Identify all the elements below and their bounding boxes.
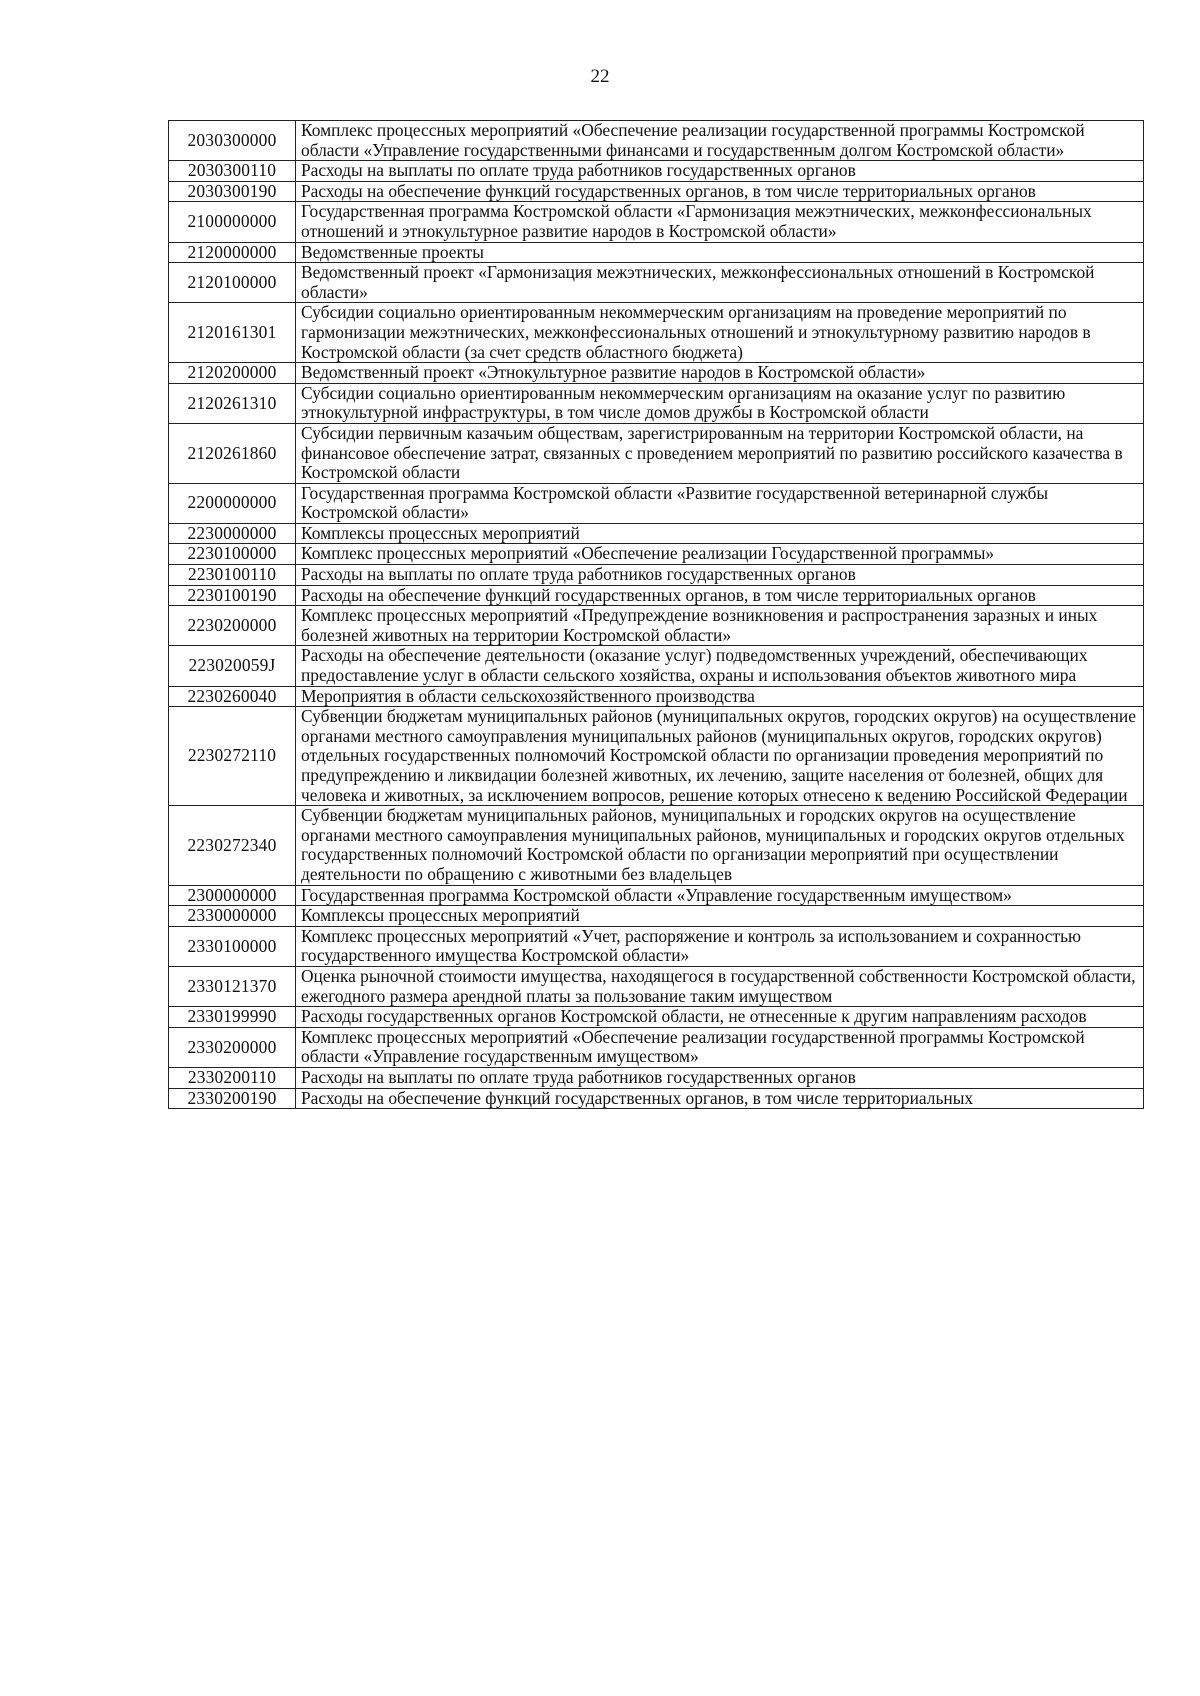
code-cell: 223020059J — [169, 646, 296, 686]
table-row — [169, 646, 1144, 686]
table-row — [169, 544, 1144, 565]
table-row — [169, 926, 1144, 966]
code-cell: 2120161301 — [169, 303, 296, 363]
table-row — [169, 303, 1144, 363]
table-row — [169, 606, 1144, 646]
code-cell: 2230100000 — [169, 544, 296, 565]
description-cell: Оценка рыночной стоимости имущества, находящегося в государственной собственности Костромской области, ежегодного размера арендной платы за пользование таким имуществом — [296, 966, 1144, 1006]
table-row — [169, 523, 1144, 544]
table-row — [169, 181, 1144, 202]
table-row — [169, 161, 1144, 182]
table-row — [169, 885, 1144, 906]
description-cell: Расходы на обеспечение деятельности (оказание услуг) подведомственных учреждений, обеспечивающих предоставление услуг в области сельского хозяйства, охраны и использования объектов животного мира — [296, 646, 1144, 686]
description-cell: Расходы на выплаты по оплате труда работников государственных органов — [296, 161, 1144, 182]
code-cell: 2330100000 — [169, 926, 296, 966]
table-row — [169, 121, 1144, 161]
code-cell: 2030300190 — [169, 181, 296, 202]
table-row — [169, 483, 1144, 523]
description-cell: Расходы на обеспечение функций государственных органов, в том числе территориальных — [296, 1088, 1144, 1109]
description-cell: Ведомственный проект «Этнокультурное развитие народов в Костромской области» — [296, 363, 1144, 384]
code-cell: 2330200110 — [169, 1067, 296, 1088]
code-cell: 2330000000 — [169, 906, 296, 927]
description-cell: Комплексы процессных мероприятий — [296, 906, 1144, 927]
description-cell: Комплекс процессных мероприятий «Предупреждение возникновения и распространения заразных и иных болезней животных на территории Костромской области» — [296, 606, 1144, 646]
table-row — [169, 242, 1144, 263]
description-cell: Ведомственные проекты — [296, 242, 1144, 263]
table-row — [169, 263, 1144, 303]
description-cell: Государственная программа Костромской области «Развитие государственной ветеринарной службы Костромской области» — [296, 483, 1144, 523]
code-cell: 2230272110 — [169, 707, 296, 806]
description-cell: Расходы на выплаты по оплате труда работников государственных органов — [296, 565, 1144, 586]
code-cell: 2330200000 — [169, 1027, 296, 1067]
budget-code-table — [168, 120, 1144, 1109]
table-body — [169, 121, 1144, 1109]
description-cell: Субсидии социально ориентированным некоммерческим организациям на оказание услуг по развитию этнокультурной инфраструктуры, в том числе домов дружбы в Костромской области — [296, 383, 1144, 423]
code-cell: 2230260040 — [169, 686, 296, 707]
table-row — [169, 585, 1144, 606]
code-cell: 2120000000 — [169, 242, 296, 263]
description-cell: Комплекс процессных мероприятий «Обеспечение реализации государственной программы Костромской области «Управление государственным имуществом» — [296, 1027, 1144, 1067]
table-row — [169, 383, 1144, 423]
description-cell: Комплекс процессных мероприятий «Обеспечение реализации Государственной программы» — [296, 544, 1144, 565]
code-cell: 2030300110 — [169, 161, 296, 182]
table-row — [169, 707, 1144, 806]
code-cell: 2230100190 — [169, 585, 296, 606]
table-row — [169, 1007, 1144, 1028]
table-row — [169, 1027, 1144, 1067]
code-cell: 2230272340 — [169, 806, 296, 885]
description-cell: Расходы на выплаты по оплате труда работников государственных органов — [296, 1067, 1144, 1088]
code-cell: 2120200000 — [169, 363, 296, 384]
code-cell: 2300000000 — [169, 885, 296, 906]
description-cell: Государственная программа Костромской области «Гармонизация межэтнических, межконфессиональных отношений и этнокультурное развитие народов в Костромской области» — [296, 202, 1144, 242]
description-cell: Ведомственный проект «Гармонизация межэтнических, межконфессиональных отношений в Костромской области» — [296, 263, 1144, 303]
description-cell: Субвенции бюджетам муниципальных районов (муниципальных округов, городских округов) на осуществление органами местного самоуправления муниципальных районов (муниципальных округов, городских округов) отдельных государственных полномочий Костромской области по организации проведения мероприятий по предупреждению и ликвидации болезней животных, их лечению, защите населения от болезней, общих для человека и животных, за исключением вопросов, решение которых отнесено к ведению Российской Федерации — [296, 707, 1144, 806]
code-cell: 2330199990 — [169, 1007, 296, 1028]
description-cell: Комплекс процессных мероприятий «Обеспечение реализации государственной программы Костромской области «Управление государственными финансами и государственным долгом Костромской области» — [296, 121, 1144, 161]
table-row — [169, 1088, 1144, 1109]
table-row — [169, 806, 1144, 885]
code-cell: 2100000000 — [169, 202, 296, 242]
code-cell: 2120100000 — [169, 263, 296, 303]
description-cell: Расходы на обеспечение функций государственных органов, в том числе территориальных органов — [296, 181, 1144, 202]
code-cell: 2330200190 — [169, 1088, 296, 1109]
page-number: 22 — [590, 66, 610, 87]
table-row — [169, 966, 1144, 1006]
table-row — [169, 202, 1144, 242]
description-cell: Комплекс процессных мероприятий «Учет, распоряжение и контроль за использованием и сохранностью государственного имущества Костромской области» — [296, 926, 1144, 966]
code-cell: 2030300000 — [169, 121, 296, 161]
code-cell: 2120261310 — [169, 383, 296, 423]
code-cell: 2120261860 — [169, 423, 296, 483]
code-cell: 2330121370 — [169, 966, 296, 1006]
description-cell: Субвенции бюджетам муниципальных районов, муниципальных и городских округов на осуществление органами местного самоуправления муниципальных районов, муниципальных и городских округов отдельных государственных полномочий Костромской области по организации мероприятий при осуществлении деятельности по обращению с животными без владельцев — [296, 806, 1144, 885]
code-cell: 2230100110 — [169, 565, 296, 586]
table-row — [169, 906, 1144, 927]
description-cell: Комплексы процессных мероприятий — [296, 523, 1144, 544]
table-row — [169, 1067, 1144, 1088]
table-row — [169, 423, 1144, 483]
code-cell: 2230200000 — [169, 606, 296, 646]
description-cell: Расходы на обеспечение функций государственных органов, в том числе территориальных органов — [296, 585, 1144, 606]
table-row — [169, 565, 1144, 586]
description-cell: Субсидии первичным казачьим обществам, зарегистрированным на территории Костромской области, на финансовое обеспечение затрат, связанных с проведением мероприятий по развитию российского казачества в Костромской области — [296, 423, 1144, 483]
table-row — [169, 686, 1144, 707]
description-cell: Субсидии социально ориентированным некоммерческим организациям на проведение мероприятий по гармонизации межэтнических, межконфессиональных отношений и этнокультурному развитию народов в Костромской области (за счет средств областного бюджета) — [296, 303, 1144, 363]
code-cell: 2230000000 — [169, 523, 296, 544]
description-cell: Расходы государственных органов Костромской области, не отнесенные к другим направлениям расходов — [296, 1007, 1144, 1028]
description-cell: Государственная программа Костромской области «Управление государственным имуществом» — [296, 885, 1144, 906]
description-cell: Мероприятия в области сельскохозяйственного производства — [296, 686, 1144, 707]
table-row — [169, 363, 1144, 384]
code-cell: 2200000000 — [169, 483, 296, 523]
